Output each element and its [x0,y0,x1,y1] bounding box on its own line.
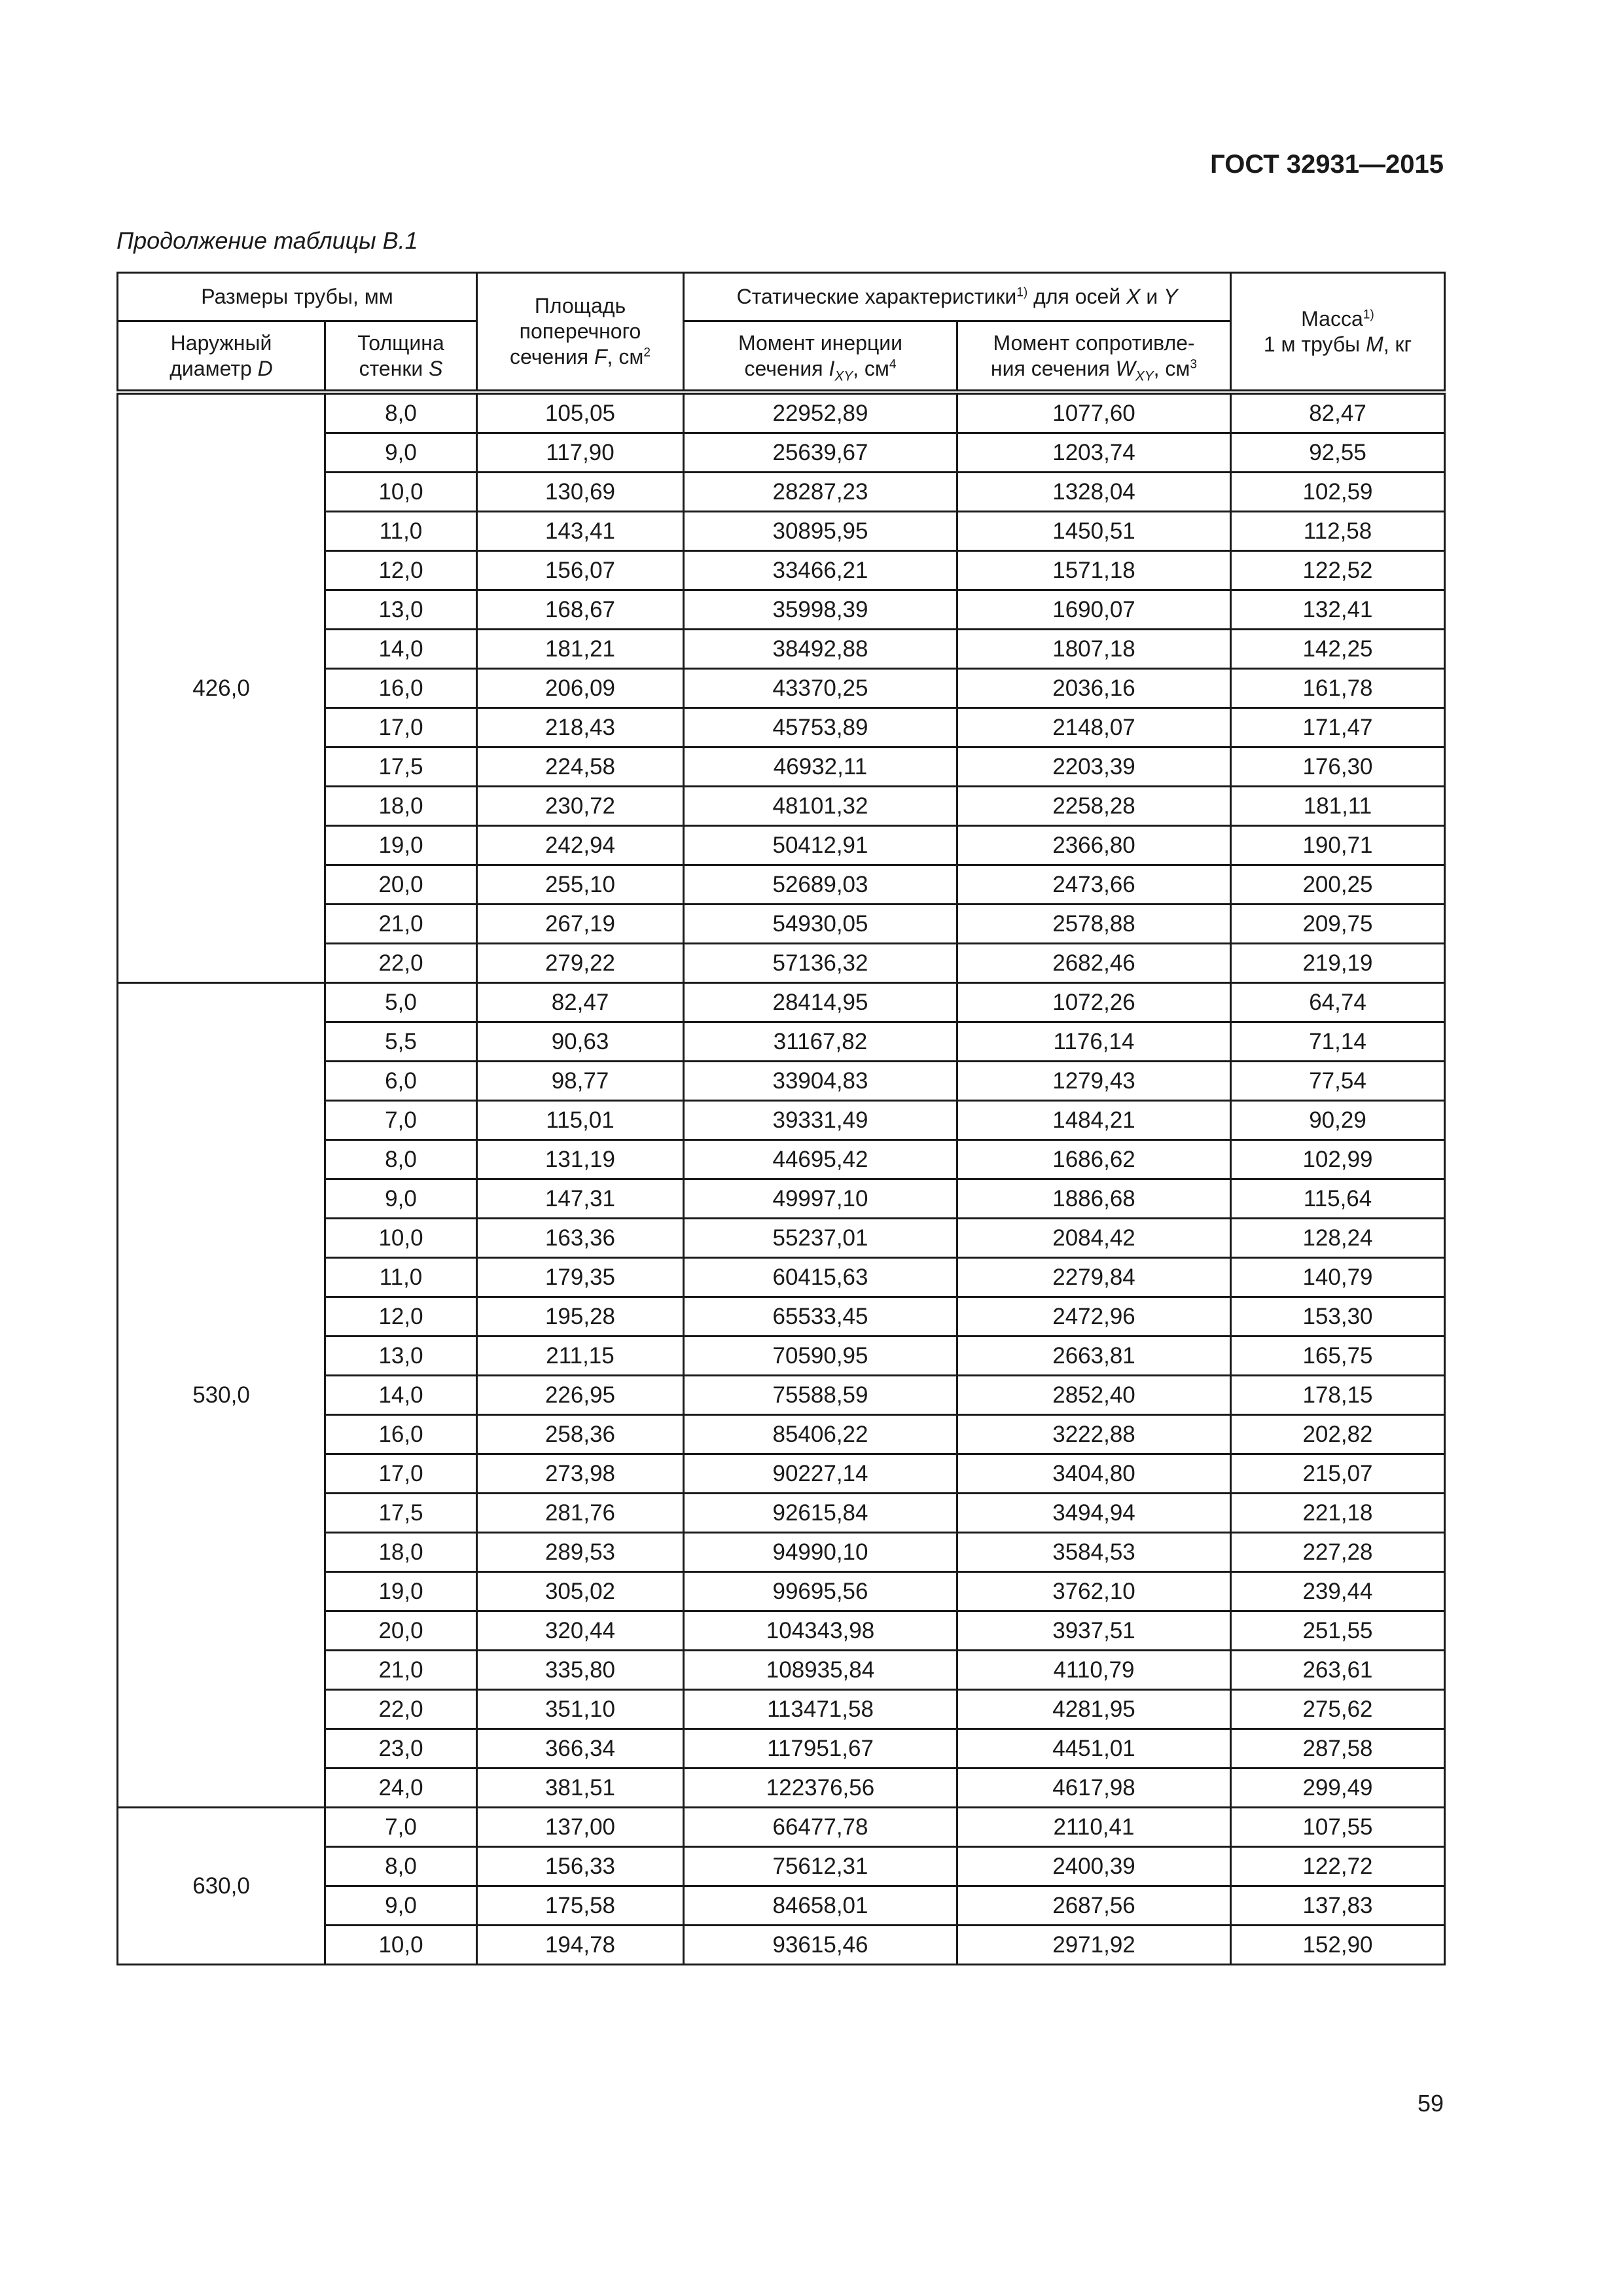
wall-thickness-cell: 6,0 [325,1062,477,1101]
section-modulus-cell: 2682,46 [957,944,1231,983]
outer-diameter-cell: 426,0 [118,392,325,983]
section-modulus-cell: 1203,74 [957,433,1231,473]
inertia-cell: 33904,83 [684,1062,957,1101]
inertia-cell: 45753,89 [684,708,957,747]
section-modulus-cell: 2258,28 [957,787,1231,826]
inertia-cell: 104343,98 [684,1611,957,1651]
mass-cell: 71,14 [1231,1022,1445,1062]
mass-cell: 275,62 [1231,1690,1445,1729]
wall-thickness-cell: 18,0 [325,1533,477,1572]
inertia-cell: 54930,05 [684,905,957,944]
mass-cell: 153,30 [1231,1297,1445,1336]
mass-cell: 90,29 [1231,1101,1445,1140]
wall-thickness-cell: 5,5 [325,1022,477,1062]
mass-cell: 209,75 [1231,905,1445,944]
area-cell: 179,35 [477,1258,684,1297]
wall-thickness-cell: 13,0 [325,1336,477,1376]
header-outer-diameter: Наружный диаметр D [118,321,325,393]
inertia-cell: 39331,49 [684,1101,957,1140]
wall-thickness-cell: 19,0 [325,1572,477,1611]
inertia-cell: 49997,10 [684,1179,957,1219]
mass-cell: 263,61 [1231,1651,1445,1690]
section-modulus-cell: 1484,21 [957,1101,1231,1140]
section-modulus-cell: 4617,98 [957,1768,1231,1808]
area-cell: 320,44 [477,1611,684,1651]
area-cell: 206,09 [477,669,684,708]
section-modulus-cell: 3222,88 [957,1415,1231,1454]
page-number: 59 [1417,2090,1444,2117]
wall-thickness-cell: 16,0 [325,1415,477,1454]
wall-thickness-cell: 24,0 [325,1768,477,1808]
section-modulus-cell: 2110,41 [957,1808,1231,1847]
inertia-cell: 70590,95 [684,1336,957,1376]
inertia-cell: 108935,84 [684,1651,957,1690]
inertia-cell: 84658,01 [684,1886,957,1926]
wall-thickness-cell: 7,0 [325,1808,477,1847]
inertia-cell: 122376,56 [684,1768,957,1808]
header-cross-section-area: Площадь поперечного сечения F, $см^2$ [477,273,684,393]
inertia-cell: 90227,14 [684,1454,957,1494]
header-moment-of-inertia: Момент инерции сечения $I_{XY}$, $см^4$ [684,321,957,393]
inertia-cell: 46932,11 [684,747,957,787]
area-cell: 175,58 [477,1886,684,1926]
mass-cell: 102,59 [1231,473,1445,512]
area-cell: 351,10 [477,1690,684,1729]
inertia-cell: 38492,88 [684,630,957,669]
table-row [118,983,1445,1022]
inertia-cell: 55237,01 [684,1219,957,1258]
section-modulus-cell: 1072,26 [957,983,1231,1022]
section-modulus-cell: 1077,60 [957,392,1231,433]
mass-cell: 171,47 [1231,708,1445,747]
wall-thickness-cell: 11,0 [325,512,477,551]
mass-cell: 107,55 [1231,1808,1445,1847]
section-modulus-cell: 1279,43 [957,1062,1231,1101]
section-modulus-cell: 2473,66 [957,865,1231,905]
section-modulus-cell: 2472,96 [957,1297,1231,1336]
mass-cell: 142,25 [1231,630,1445,669]
section-modulus-cell: 3937,51 [957,1611,1231,1651]
inertia-cell: 93615,46 [684,1926,957,1965]
area-cell: 181,21 [477,630,684,669]
section-modulus-cell: 4281,95 [957,1690,1231,1729]
section-modulus-cell: 1690,07 [957,590,1231,630]
area-cell: 131,19 [477,1140,684,1179]
section-modulus-cell: 1686,62 [957,1140,1231,1179]
area-cell: 273,98 [477,1454,684,1494]
inertia-cell: 85406,22 [684,1415,957,1454]
area-cell: 230,72 [477,787,684,826]
wall-thickness-cell: 19,0 [325,826,477,865]
inertia-cell: 52689,03 [684,865,957,905]
outer-diameter-cell: 630,0 [118,1808,325,1965]
wall-thickness-cell: 11,0 [325,1258,477,1297]
wall-thickness-cell: 22,0 [325,1690,477,1729]
header-static-characteristics: Статические характеристики$^{1)}$ для осей X и Y [684,273,1231,321]
mass-cell: 190,71 [1231,826,1445,865]
outer-diameter-cell: 530,0 [118,983,325,1808]
mass-cell: 82,47 [1231,392,1445,433]
mass-cell: 115,64 [1231,1179,1445,1219]
section-modulus-cell: 2084,42 [957,1219,1231,1258]
header-mass: Масса$^{1)}$ 1 м трубы M, кг [1231,273,1445,393]
wall-thickness-cell: 10,0 [325,473,477,512]
area-cell: 211,15 [477,1336,684,1376]
area-cell: 195,28 [477,1297,684,1336]
section-modulus-cell: 3404,80 [957,1454,1231,1494]
mass-cell: 122,52 [1231,551,1445,590]
section-modulus-cell: 1328,04 [957,473,1231,512]
wall-thickness-cell: 23,0 [325,1729,477,1768]
inertia-cell: 28287,23 [684,473,957,512]
inertia-cell: 75612,31 [684,1847,957,1886]
wall-thickness-cell: 9,0 [325,1886,477,1926]
area-cell: 115,01 [477,1101,684,1140]
wall-thickness-cell: 10,0 [325,1219,477,1258]
wall-thickness-cell: 8,0 [325,1140,477,1179]
mass-cell: 239,44 [1231,1572,1445,1611]
section-modulus-cell: 1176,14 [957,1022,1231,1062]
mass-cell: 251,55 [1231,1611,1445,1651]
table-row [118,392,1445,433]
wall-thickness-cell: 17,5 [325,1494,477,1533]
section-modulus-cell: 2148,07 [957,708,1231,747]
section-modulus-cell: 2578,88 [957,905,1231,944]
wall-thickness-cell: 17,5 [325,747,477,787]
wall-thickness-cell: 20,0 [325,1611,477,1651]
mass-cell: 77,54 [1231,1062,1445,1101]
header-pipe-dimensions: Размеры трубы, мм [118,273,477,321]
table-caption: Продолжение таблицы В.1 [116,227,418,254]
pipe-properties-table [116,272,1446,1965]
area-cell: 98,77 [477,1062,684,1101]
wall-thickness-cell: 7,0 [325,1101,477,1140]
area-cell: 143,41 [477,512,684,551]
area-cell: 137,00 [477,1808,684,1847]
inertia-cell: 65533,45 [684,1297,957,1336]
inertia-cell: 99695,56 [684,1572,957,1611]
inertia-cell: 25639,67 [684,433,957,473]
wall-thickness-cell: 18,0 [325,787,477,826]
table-header [118,273,1445,393]
mass-cell: 176,30 [1231,747,1445,787]
inertia-cell: 50412,91 [684,826,957,865]
inertia-cell: 31167,82 [684,1022,957,1062]
area-cell: 381,51 [477,1768,684,1808]
wall-thickness-cell: 21,0 [325,1651,477,1690]
mass-cell: 152,90 [1231,1926,1445,1965]
wall-thickness-cell: 17,0 [325,708,477,747]
wall-thickness-cell: 17,0 [325,1454,477,1494]
section-modulus-cell: 3494,94 [957,1494,1231,1533]
mass-cell: 221,18 [1231,1494,1445,1533]
wall-thickness-cell: 20,0 [325,865,477,905]
section-modulus-cell: 1450,51 [957,512,1231,551]
area-cell: 226,95 [477,1376,684,1415]
wall-thickness-cell: 5,0 [325,983,477,1022]
area-cell: 279,22 [477,944,684,983]
area-cell: 105,05 [477,392,684,433]
section-modulus-cell: 1571,18 [957,551,1231,590]
section-modulus-cell: 4110,79 [957,1651,1231,1690]
area-cell: 305,02 [477,1572,684,1611]
area-cell: 147,31 [477,1179,684,1219]
mass-cell: 202,82 [1231,1415,1445,1454]
section-modulus-cell: 2971,92 [957,1926,1231,1965]
inertia-cell: 44695,42 [684,1140,957,1179]
mass-cell: 140,79 [1231,1258,1445,1297]
inertia-cell: 33466,21 [684,551,957,590]
area-cell: 267,19 [477,905,684,944]
inertia-cell: 75588,59 [684,1376,957,1415]
area-cell: 281,76 [477,1494,684,1533]
inertia-cell: 60415,63 [684,1258,957,1297]
inertia-cell: 35998,39 [684,590,957,630]
wall-thickness-cell: 16,0 [325,669,477,708]
mass-cell: 299,49 [1231,1768,1445,1808]
inertia-cell: 92615,84 [684,1494,957,1533]
section-modulus-cell: 1807,18 [957,630,1231,669]
wall-thickness-cell: 8,0 [325,1847,477,1886]
wall-thickness-cell: 22,0 [325,944,477,983]
area-cell: 156,07 [477,551,684,590]
header-section-modulus: Момент сопротивле- ния сечения $W_{XY}$, $см^3$ [957,321,1231,393]
mass-cell: 215,07 [1231,1454,1445,1494]
area-cell: 242,94 [477,826,684,865]
wall-thickness-cell: 12,0 [325,1297,477,1336]
wall-thickness-cell: 21,0 [325,905,477,944]
area-cell: 335,80 [477,1651,684,1690]
section-modulus-cell: 2036,16 [957,669,1231,708]
wall-thickness-cell: 12,0 [325,551,477,590]
section-modulus-cell: 3584,53 [957,1533,1231,1572]
area-cell: 156,33 [477,1847,684,1886]
inertia-cell: 22952,89 [684,392,957,433]
wall-thickness-cell: 10,0 [325,1926,477,1965]
area-cell: 255,10 [477,865,684,905]
mass-cell: 165,75 [1231,1336,1445,1376]
mass-cell: 227,28 [1231,1533,1445,1572]
section-modulus-cell: 2366,80 [957,826,1231,865]
section-modulus-cell: 2279,84 [957,1258,1231,1297]
area-cell: 117,90 [477,433,684,473]
area-cell: 366,34 [477,1729,684,1768]
mass-cell: 287,58 [1231,1729,1445,1768]
section-modulus-cell: 4451,01 [957,1729,1231,1768]
mass-cell: 132,41 [1231,590,1445,630]
mass-cell: 200,25 [1231,865,1445,905]
mass-cell: 122,72 [1231,1847,1445,1886]
wall-thickness-cell: 9,0 [325,433,477,473]
area-cell: 194,78 [477,1926,684,1965]
area-cell: 82,47 [477,983,684,1022]
standard-designation: ГОСТ 32931—2015 [1210,150,1444,179]
mass-cell: 64,74 [1231,983,1445,1022]
area-cell: 168,67 [477,590,684,630]
inertia-cell: 57136,32 [684,944,957,983]
wall-thickness-cell: 14,0 [325,1376,477,1415]
table-body [118,392,1445,1965]
table-row [118,1808,1445,1847]
header-wall-thickness: Толщина стенки S [325,321,477,393]
wall-thickness-cell: 13,0 [325,590,477,630]
mass-cell: 219,19 [1231,944,1445,983]
section-modulus-cell: 3762,10 [957,1572,1231,1611]
section-modulus-cell: 2687,56 [957,1886,1231,1926]
section-modulus-cell: 2663,81 [957,1336,1231,1376]
section-modulus-cell: 2400,39 [957,1847,1231,1886]
inertia-cell: 113471,58 [684,1690,957,1729]
area-cell: 130,69 [477,473,684,512]
wall-thickness-cell: 9,0 [325,1179,477,1219]
area-cell: 289,53 [477,1533,684,1572]
inertia-cell: 117951,67 [684,1729,957,1768]
area-cell: 163,36 [477,1219,684,1258]
inertia-cell: 66477,78 [684,1808,957,1847]
mass-cell: 137,83 [1231,1886,1445,1926]
mass-cell: 178,15 [1231,1376,1445,1415]
area-cell: 218,43 [477,708,684,747]
inertia-cell: 94990,10 [684,1533,957,1572]
area-cell: 258,36 [477,1415,684,1454]
mass-cell: 112,58 [1231,512,1445,551]
section-modulus-cell: 2203,39 [957,747,1231,787]
inertia-cell: 43370,25 [684,669,957,708]
mass-cell: 128,24 [1231,1219,1445,1258]
area-cell: 90,63 [477,1022,684,1062]
inertia-cell: 48101,32 [684,787,957,826]
inertia-cell: 28414,95 [684,983,957,1022]
section-modulus-cell: 1886,68 [957,1179,1231,1219]
mass-cell: 161,78 [1231,669,1445,708]
inertia-cell: 30895,95 [684,512,957,551]
mass-cell: 181,11 [1231,787,1445,826]
wall-thickness-cell: 8,0 [325,392,477,433]
wall-thickness-cell: 14,0 [325,630,477,669]
area-cell: 224,58 [477,747,684,787]
section-modulus-cell: 2852,40 [957,1376,1231,1415]
mass-cell: 102,99 [1231,1140,1445,1179]
mass-cell: 92,55 [1231,433,1445,473]
